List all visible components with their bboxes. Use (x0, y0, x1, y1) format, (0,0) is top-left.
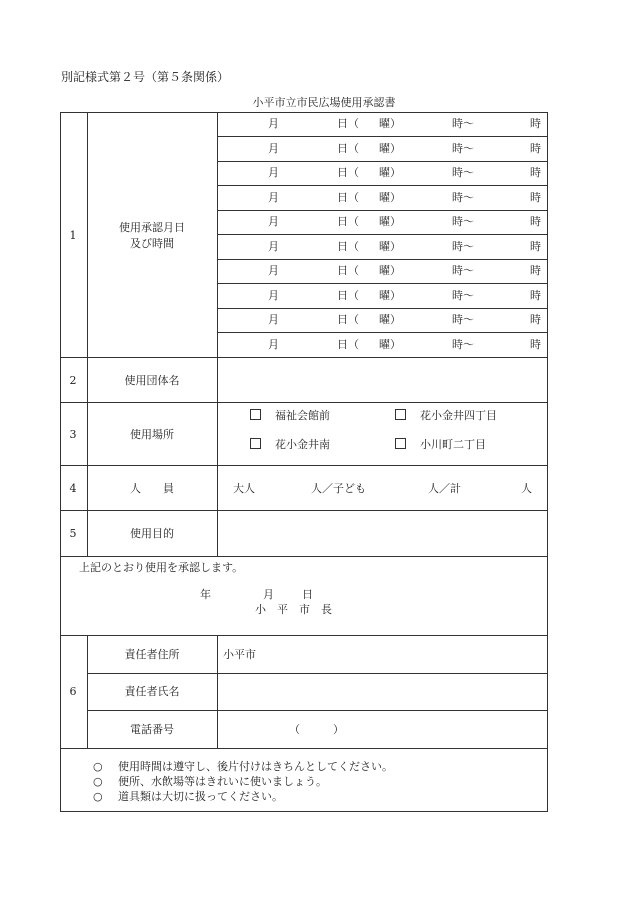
section-1-label-line2: 及び時間 (130, 237, 174, 250)
location-option[interactable]: 小川町二丁目 (395, 438, 486, 450)
section-4-label: 人 員 (130, 482, 174, 495)
children-label: 人／子ども (311, 482, 366, 495)
approval-month: 月 (263, 588, 274, 601)
section-6-number: 6 (69, 685, 77, 698)
section-1-number: 1 (69, 229, 77, 242)
address-value[interactable]: 小平市 (223, 648, 256, 661)
phone-label: 電話番号 (130, 723, 174, 736)
adults-label: 大人 (233, 482, 255, 495)
note-item: 便所、水飲場等はきれいに使いましょう。 (118, 775, 327, 788)
group-name-field[interactable] (222, 362, 542, 396)
phone-value[interactable]: （ ） (289, 723, 344, 736)
approval-statement: 上記のとおり使用を承認します。 (79, 561, 244, 574)
mayor-title: 小 平 市 長 (255, 603, 332, 616)
location-option[interactable]: 花小金井南 (250, 438, 330, 450)
page-title: 小平市立市民広場使用承認書 (252, 96, 396, 109)
section-1-label-line1: 使用承認月日 (119, 221, 185, 234)
total-unit: 人 (521, 482, 532, 495)
checkbox-icon[interactable] (250, 409, 261, 420)
section-3-number: 3 (69, 428, 77, 441)
section-2-number: 2 (69, 374, 77, 387)
note-bullet-icon: ○ (93, 790, 103, 803)
section-5-label: 使用目的 (130, 527, 174, 540)
checkbox-icon[interactable] (395, 409, 406, 420)
checkbox-icon[interactable] (395, 438, 406, 449)
section-5-number: 5 (69, 527, 77, 540)
note-bullet-icon: ○ (93, 760, 103, 773)
total-label: 人／計 (428, 482, 461, 495)
note-item: 道具類は大切に扱ってください。 (118, 790, 283, 803)
location-option[interactable]: 福祉会館前 (250, 409, 330, 421)
checkbox-icon[interactable] (250, 438, 261, 449)
location-option[interactable]: 花小金井四丁目 (395, 409, 497, 421)
purpose-field[interactable] (222, 515, 542, 551)
name-label: 責任者氏名 (124, 685, 180, 698)
address-label: 責任者住所 (124, 648, 180, 661)
approval-year: 年 (200, 588, 211, 601)
approval-day: 日 (302, 588, 313, 601)
note-bullet-icon: ○ (93, 775, 103, 788)
form-number: 別記様式第２号（第５条関係） (61, 70, 230, 84)
section-4-number: 4 (69, 482, 77, 495)
section-3-label: 使用場所 (130, 428, 174, 441)
section-2-label: 使用団体名 (124, 374, 180, 387)
note-item: 使用時間は遵守し、後片付けはきちんとしてください。 (118, 760, 393, 773)
responsible-name-field[interactable] (222, 677, 542, 706)
